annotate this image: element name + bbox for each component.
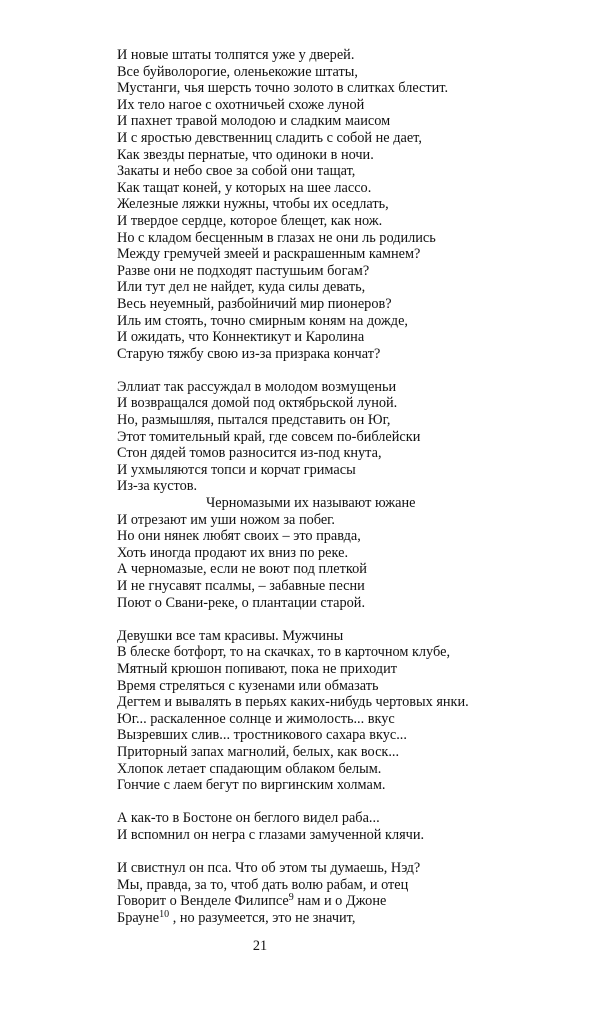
poem-line: Но они нянек любят своих – это правда, xyxy=(117,528,361,545)
poem-line: Закаты и небо свое за собой они тащат, xyxy=(117,163,356,180)
poem-line: Юг... раскаленное солнце и жимолость... вкус xyxy=(117,710,395,727)
poem-line: Между гремучей змеей и раскрашенным камнем? xyxy=(117,246,421,263)
poem-line-indented: Черномазыми их называют южане xyxy=(206,495,416,512)
poem-line: И пахнет травой молодою и сладким маисом xyxy=(117,113,391,130)
poem-line-with-footnote xyxy=(117,910,567,927)
poem-line: Мятный крюшон попивают, пока не приходит xyxy=(117,660,397,677)
footnote-marker-9[interactable]: 9 xyxy=(288,892,294,904)
poem-line: Все буйволорогие, оленьекожие штаты, xyxy=(117,63,358,80)
poem-line: В блеске ботфорт, то на скачках, то в карточном клубе, xyxy=(117,644,451,661)
poem-line: А черномазые, если не воют под плеткой xyxy=(117,561,367,578)
line-text: Брауне xyxy=(117,909,160,926)
poem-line: И не гнусавят псалмы, – забавные песни xyxy=(117,578,365,594)
poem-line: Или тут дел не найдет, куда силы девать, xyxy=(117,279,366,296)
poem-line: И ухмыляются топси и корчат гримасы xyxy=(117,461,356,478)
poem-line: Девушки все там красивы. Мужчины xyxy=(117,627,344,644)
line-text: нам и о Джоне xyxy=(293,893,387,910)
line-text: Говорит о Венделе Филипсе xyxy=(117,893,289,910)
poem-line: Из-за кустов. xyxy=(117,478,198,495)
poem-line: Хоть иногда продают их вниз по реке. xyxy=(117,544,349,561)
poem-line: Весь неуемный, разбойничий мир пионеров? xyxy=(117,295,392,312)
poem-line-with-footnote xyxy=(117,893,567,910)
stanza-5 xyxy=(117,860,567,926)
poem-line: Мы, правда, за то, чтоб дать волю рабам, и отец xyxy=(117,876,409,893)
poem-line: Как тащат коней, у которых на шее лассо. xyxy=(117,179,372,196)
page-number: 21 xyxy=(252,938,268,954)
poem-line: Этот томительный край, где совсем по-библейски xyxy=(117,428,421,445)
poem-line: Старую тяжбу свою из-за призрака кончат? xyxy=(117,345,381,362)
poem-line: Иль им стоять, точно смирным коням на дожде, xyxy=(117,312,408,329)
poem-line: Их тело нагое с охотничьей схоже луной xyxy=(117,96,365,113)
poem-line: Но, размышляя, пытался представить он Юг, xyxy=(117,412,391,429)
poem-line: Эллиат так рассуждал в молодом возмущеньи xyxy=(117,378,397,395)
poem-line: Но с кладом бесценным в глазах не они ль родились xyxy=(117,229,436,246)
poem-line: Стон дядей томов разносится из-под кнута, xyxy=(117,445,382,462)
poem-line: Хлопок летает спадающим облаком белым. xyxy=(117,760,382,777)
stanza-2 xyxy=(117,379,567,611)
poem-line: Дегтем и вывалять в перьях каких-нибудь чертовых янки. xyxy=(117,694,469,711)
poem-line: И свистнул он пса. Что об этом ты думаешь, Нэд? xyxy=(117,860,421,877)
poem-line: Как звезды пернатые, что одиноки в ночи. xyxy=(117,146,374,163)
poem-line: Время стреляться с кузенами или обмазать xyxy=(117,677,379,694)
stanza-3 xyxy=(117,628,567,794)
poem-line: И ожидать, что Коннектикут и Каролина xyxy=(117,329,365,346)
line-text: , но разумеется, это не значит, xyxy=(169,909,356,926)
footnote-marker-10[interactable]: 10 xyxy=(159,908,170,920)
poem-body xyxy=(117,47,567,926)
poem-line: И отрезают им уши ножом за побег. xyxy=(117,511,335,528)
poem-line: Гончие с лаем бегут по виргинским холмам. xyxy=(117,777,386,794)
poem-line: И твердое сердце, которое блещет, как нож. xyxy=(117,212,383,229)
poem-line: И вспомнил он негра с глазами замученной клячи. xyxy=(117,826,425,843)
poem-line: Разве они не подходят пастушьим богам? xyxy=(117,262,370,279)
poem-line: И возвращался домой под октябрьской луной. xyxy=(117,395,398,412)
stanza-1 xyxy=(117,47,567,362)
poem-line: А как-то в Бостоне он беглого видел раба... xyxy=(117,810,380,827)
poem-line: И новые штаты толпятся уже у дверей. xyxy=(117,47,355,63)
stanza-4 xyxy=(117,810,567,843)
poem-line: И с яростью девственниц сладить с собой не дает, xyxy=(117,129,422,146)
poem-line: Приторный запах магнолий, белых, как воск... xyxy=(117,743,400,760)
poem-line: Вызревших слив... тростникового сахара вкус... xyxy=(117,727,407,744)
poem-line: Мустанги, чья шерсть точно золото в слитках блестит. xyxy=(117,80,449,97)
poem-line: Железные ляжки нужны, чтобы их оседлать, xyxy=(117,196,389,213)
poem-line: Поют о Свани-реке, о плантации старой. xyxy=(117,594,366,611)
